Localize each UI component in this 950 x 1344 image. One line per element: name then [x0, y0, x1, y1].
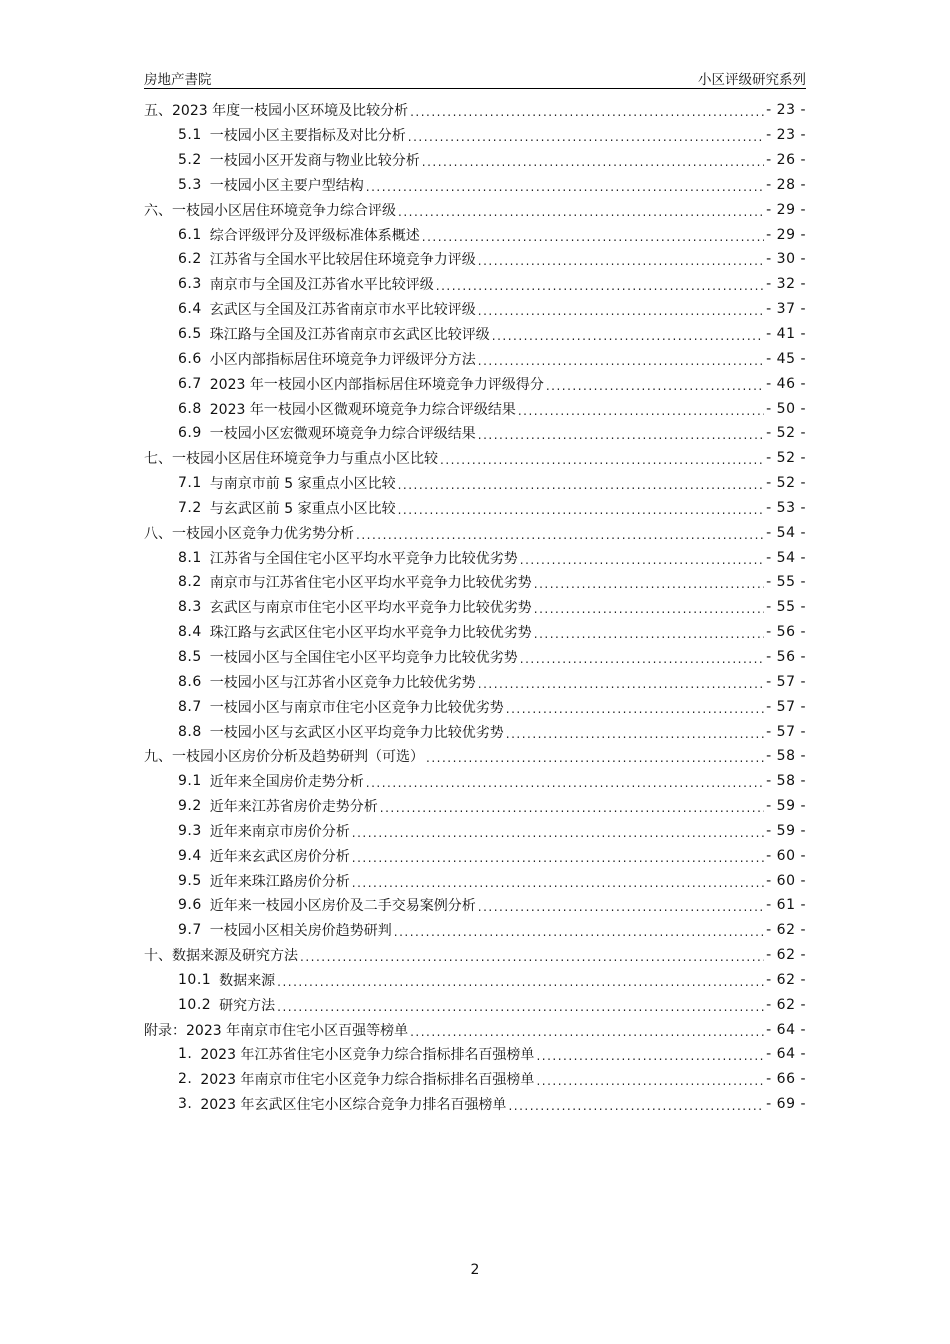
toc-entry-title: 五、2023 年度一枝园小区环境及比较分析	[144, 103, 409, 120]
toc-entry-title: 与南京市前 5 家重点小区比较	[209, 476, 396, 493]
header-publisher: 房地产書院	[144, 72, 212, 88]
toc-entry-number: 7.1	[178, 475, 202, 492]
toc-section-entry[interactable]	[144, 123, 806, 148]
toc-entry-title: 江苏省与全国水平比较居住环境竞争力评级	[209, 252, 476, 269]
toc-section-entry[interactable]	[144, 794, 806, 819]
toc-entry-number: 1.	[178, 1046, 193, 1063]
toc-entry-number: 3.	[178, 1096, 193, 1113]
toc-section-entry[interactable]	[144, 496, 806, 521]
toc-entry-page: - 55 -	[766, 574, 806, 591]
toc-dot-leader	[356, 528, 764, 542]
toc-entry-title: 一枝园小区开发商与物业比较分析	[209, 153, 420, 170]
toc-section-entry[interactable]	[144, 297, 806, 322]
toc-dot-leader	[394, 925, 764, 939]
toc-entry-title: 研究方法	[219, 997, 276, 1014]
toc-dot-leader	[534, 577, 764, 591]
toc-section-entry[interactable]	[144, 645, 806, 670]
toc-entry-number: 8.8	[178, 723, 202, 740]
toc-entry-title: 江苏省与全国住宅小区平均水平竞争力比较优劣势	[209, 550, 518, 567]
toc-dot-leader	[436, 279, 764, 293]
toc-dot-leader	[478, 428, 764, 442]
toc-dot-leader	[492, 329, 764, 343]
toc-entry-page: - 58 -	[766, 773, 806, 790]
toc-dot-leader	[478, 900, 764, 914]
toc-entry-page: - 66 -	[766, 1071, 806, 1088]
toc-entry-page: - 28 -	[766, 176, 806, 193]
toc-section-entry[interactable]	[144, 173, 806, 198]
toc-entry-title: 综合评级评分及评级标准体系概述	[209, 227, 420, 244]
toc-dot-leader	[352, 876, 764, 890]
toc-dot-leader	[366, 180, 764, 194]
toc-section-entry[interactable]	[144, 893, 806, 918]
toc-entry-page: - 26 -	[766, 152, 806, 169]
toc-entry-title: 附录：2023 年南京市住宅小区百强等榜单	[144, 1022, 409, 1039]
toc-entry-page: - 37 -	[766, 301, 806, 318]
toc-entry-number: 6.6	[178, 350, 202, 367]
toc-entry-number: 6.9	[178, 425, 202, 442]
toc-section-entry[interactable]	[144, 1067, 806, 1092]
toc-section-entry[interactable]	[144, 843, 806, 868]
toc-dot-leader	[277, 975, 764, 989]
toc-section-entry[interactable]	[144, 148, 806, 173]
toc-entry-title: 珠江路与全国及江苏省南京市玄武区比较评级	[209, 327, 490, 344]
toc-entry-page: - 54 -	[766, 524, 806, 541]
toc-dot-leader	[536, 1049, 764, 1063]
toc-chapter-entry[interactable]	[144, 446, 806, 471]
toc-entry-page: - 60 -	[766, 872, 806, 889]
toc-entry-number: 5.2	[178, 152, 202, 169]
toc-entry-page: - 29 -	[766, 201, 806, 218]
toc-entry-page: - 62 -	[766, 947, 806, 964]
toc-entry-number: 6.7	[178, 375, 202, 392]
toc-entry-page: - 52 -	[766, 450, 806, 467]
toc-entry-page: - 55 -	[766, 599, 806, 616]
toc-dot-leader	[366, 776, 764, 790]
toc-entry-page: - 60 -	[766, 847, 806, 864]
toc-dot-leader	[422, 155, 764, 169]
toc-section-entry[interactable]	[144, 620, 806, 645]
toc-entry-title: 玄武区与全国及江苏省南京市水平比较评级	[209, 302, 476, 319]
toc-dot-leader	[506, 702, 764, 716]
toc-dot-leader	[508, 1099, 764, 1113]
toc-entry-page: - 58 -	[766, 748, 806, 765]
toc-dot-leader	[478, 254, 764, 268]
toc-entry-title: 一枝园小区与江苏省小区竞争力比较优劣势	[209, 674, 476, 691]
toc-entry-page: - 23 -	[766, 127, 806, 144]
toc-entry-page: - 52 -	[766, 425, 806, 442]
toc-section-entry[interactable]	[144, 272, 806, 297]
toc-dot-leader	[440, 453, 764, 467]
toc-entry-number: 9.1	[178, 773, 202, 790]
table-of-contents	[144, 98, 806, 1117]
toc-dot-leader	[422, 230, 764, 244]
toc-entry-page: - 50 -	[766, 400, 806, 417]
toc-section-entry[interactable]	[144, 868, 806, 893]
toc-dot-leader	[410, 105, 764, 119]
toc-entry-number: 5.1	[178, 127, 202, 144]
toc-section-entry[interactable]	[144, 1042, 806, 1067]
toc-dot-leader	[426, 751, 764, 765]
toc-chapter-entry[interactable]	[144, 197, 806, 222]
toc-section-entry[interactable]	[144, 247, 806, 272]
toc-section-entry[interactable]	[144, 669, 806, 694]
toc-entry-page: - 57 -	[766, 698, 806, 715]
toc-section-entry[interactable]	[144, 545, 806, 570]
toc-section-entry[interactable]	[144, 719, 806, 744]
toc-entry-number: 6.1	[178, 226, 202, 243]
toc-entry-title: 六、一枝园小区居住环境竞争力综合评级	[144, 202, 396, 219]
toc-dot-leader	[380, 801, 764, 815]
toc-section-entry[interactable]	[144, 769, 806, 794]
toc-section-entry[interactable]	[144, 818, 806, 843]
toc-entry-title: 一枝园小区与南京市住宅小区竞争力比较优劣势	[209, 699, 504, 716]
toc-entry-title: 一枝园小区主要户型结构	[209, 177, 364, 194]
toc-entry-number: 9.4	[178, 847, 202, 864]
toc-dot-leader	[300, 950, 764, 964]
toc-entry-page: - 52 -	[766, 475, 806, 492]
toc-section-entry[interactable]	[144, 322, 806, 347]
toc-chapter-entry[interactable]	[144, 520, 806, 545]
toc-entry-title: 十、数据来源及研究方法	[144, 948, 298, 965]
toc-entry-page: - 29 -	[766, 226, 806, 243]
toc-section-entry[interactable]	[144, 968, 806, 993]
toc-entry-title: 一枝园小区与全国住宅小区平均竞争力比较优劣势	[209, 649, 518, 666]
toc-section-entry[interactable]	[144, 421, 806, 446]
toc-dot-leader	[534, 602, 764, 616]
page-number: 2	[470, 1262, 480, 1278]
toc-entry-title: 近年来全国房价走势分析	[209, 774, 364, 791]
toc-entry-page: - 56 -	[766, 624, 806, 641]
toc-entry-number: 9.5	[178, 872, 202, 889]
toc-section-entry[interactable]	[144, 595, 806, 620]
toc-chapter-entry[interactable]	[144, 1017, 806, 1042]
toc-entry-number: 8.1	[178, 549, 202, 566]
toc-entry-title: 数据来源	[219, 972, 276, 989]
toc-entry-number: 9.7	[178, 922, 202, 939]
toc-entry-number: 2.	[178, 1071, 193, 1088]
toc-entry-page: - 69 -	[766, 1096, 806, 1113]
toc-chapter-entry[interactable]	[144, 943, 806, 968]
toc-entry-page: - 56 -	[766, 648, 806, 665]
toc-entry-title: 近年来珠江路房价分析	[209, 873, 350, 890]
toc-entry-number: 6.5	[178, 326, 202, 343]
toc-entry-number: 8.4	[178, 624, 202, 641]
toc-entry-page: - 62 -	[766, 922, 806, 939]
toc-entry-page: - 59 -	[766, 822, 806, 839]
toc-dot-leader	[398, 478, 765, 492]
toc-entry-title: 小区内部指标居住环境竞争力评级评分方法	[209, 351, 476, 368]
toc-entry-number: 9.6	[178, 897, 202, 914]
toc-dot-leader	[398, 205, 764, 219]
toc-entry-number: 6.2	[178, 251, 202, 268]
toc-entry-title: 2023 年南京市住宅小区竞争力综合指标排名百强榜单	[200, 1072, 535, 1089]
toc-section-entry[interactable]	[144, 346, 806, 371]
toc-dot-leader	[408, 130, 764, 144]
toc-entry-title: 2023 年玄武区住宅小区综合竞争力排名百强榜单	[200, 1097, 507, 1114]
toc-dot-leader	[546, 379, 764, 393]
toc-entry-number: 5.3	[178, 176, 202, 193]
toc-entry-number: 6.4	[178, 301, 202, 318]
toc-entry-title: 八、一枝园小区竞争力优劣势分析	[144, 525, 354, 542]
toc-section-entry[interactable]	[144, 396, 806, 421]
toc-dot-leader	[520, 652, 764, 666]
toc-entry-title: 七、一枝园小区居住环境竞争力与重点小区比较	[144, 451, 438, 468]
toc-entry-number: 8.6	[178, 673, 202, 690]
toc-entry-page: - 64 -	[766, 1021, 806, 1038]
toc-entry-page: - 30 -	[766, 251, 806, 268]
toc-entry-page: - 62 -	[766, 996, 806, 1013]
toc-entry-page: - 64 -	[766, 1046, 806, 1063]
toc-dot-leader	[478, 677, 764, 691]
toc-dot-leader	[478, 304, 764, 318]
toc-entry-number: 10.2	[178, 996, 212, 1013]
toc-entry-page: - 23 -	[766, 102, 806, 119]
toc-dot-leader	[277, 1000, 764, 1014]
toc-dot-leader	[352, 826, 764, 840]
toc-entry-number: 8.2	[178, 574, 202, 591]
toc-entry-page: - 62 -	[766, 971, 806, 988]
toc-entry-page: - 57 -	[766, 723, 806, 740]
toc-entry-number: 9.3	[178, 822, 202, 839]
toc-section-entry[interactable]	[144, 471, 806, 496]
toc-entry-title: 与玄武区前 5 家重点小区比较	[209, 500, 396, 517]
toc-entry-title: 一枝园小区主要指标及对比分析	[209, 128, 406, 145]
toc-entry-number: 7.2	[178, 499, 202, 516]
toc-entry-page: - 32 -	[766, 276, 806, 293]
toc-entry-title: 九、一枝园小区房价分析及趋势研判（可选）	[144, 749, 424, 766]
toc-dot-leader	[478, 354, 764, 368]
toc-dot-leader	[398, 503, 765, 517]
toc-entry-title: 南京市与全国及江苏省水平比较评级	[209, 277, 434, 294]
toc-entry-number: 10.1	[178, 971, 212, 988]
toc-entry-page: - 53 -	[766, 499, 806, 516]
toc-entry-title: 南京市与江苏省住宅小区平均水平竞争力比较优劣势	[209, 575, 532, 592]
toc-entry-page: - 41 -	[766, 326, 806, 343]
toc-dot-leader	[506, 727, 764, 741]
toc-dot-leader	[534, 627, 764, 641]
page-header	[144, 66, 806, 89]
toc-dot-leader	[352, 851, 764, 865]
toc-entry-title: 一枝园小区宏微观环境竞争力综合评级结果	[209, 426, 476, 443]
toc-section-entry[interactable]	[144, 222, 806, 247]
toc-dot-leader	[536, 1074, 764, 1088]
toc-entry-number: 6.3	[178, 276, 202, 293]
toc-entry-title: 珠江路与玄武区住宅小区平均水平竞争力比较优劣势	[209, 625, 532, 642]
toc-entry-page: - 45 -	[766, 350, 806, 367]
toc-entry-title: 2023 年江苏省住宅小区竞争力综合指标排名百强榜单	[200, 1047, 535, 1064]
toc-entry-number: 8.3	[178, 599, 202, 616]
toc-entry-title: 近年来一枝园小区房价及二手交易案例分析	[209, 898, 476, 915]
toc-section-entry[interactable]	[144, 371, 806, 396]
toc-entry-page: - 59 -	[766, 798, 806, 815]
toc-entry-title: 近年来江苏省房价走势分析	[209, 799, 378, 816]
toc-chapter-entry[interactable]	[144, 744, 806, 769]
toc-entry-number: 6.8	[178, 400, 202, 417]
toc-entry-title: 玄武区与南京市住宅小区平均水平竞争力比较优劣势	[209, 600, 532, 617]
toc-chapter-entry[interactable]	[144, 98, 806, 123]
toc-entry-number: 8.7	[178, 698, 202, 715]
toc-entry-title: 2023 年一枝园小区微观环境竞争力综合评级结果	[209, 401, 516, 418]
toc-entry-page: - 46 -	[766, 375, 806, 392]
toc-entry-title: 近年来玄武区房价分析	[209, 848, 350, 865]
toc-entry-page: - 57 -	[766, 673, 806, 690]
toc-entry-title: 一枝园小区与玄武区小区平均竞争力比较优劣势	[209, 724, 504, 741]
header-series: 小区评级研究系列	[698, 72, 806, 88]
toc-section-entry[interactable]	[144, 570, 806, 595]
toc-dot-leader	[520, 553, 764, 567]
toc-section-entry[interactable]	[144, 918, 806, 943]
toc-entry-page: - 61 -	[766, 897, 806, 914]
toc-section-entry[interactable]	[144, 992, 806, 1017]
toc-dot-leader	[518, 404, 764, 418]
toc-entry-title: 一枝园小区相关房价趋势研判	[209, 923, 392, 940]
toc-section-entry[interactable]	[144, 694, 806, 719]
toc-entry-number: 9.2	[178, 798, 202, 815]
toc-dot-leader	[410, 1025, 764, 1039]
toc-entry-number: 8.5	[178, 648, 202, 665]
toc-entry-title: 2023 年一枝园小区内部指标居住环境竞争力评级得分	[209, 376, 544, 393]
toc-entry-title: 近年来南京市房价分析	[209, 823, 350, 840]
toc-section-entry[interactable]	[144, 1092, 806, 1117]
toc-entry-page: - 54 -	[766, 549, 806, 566]
